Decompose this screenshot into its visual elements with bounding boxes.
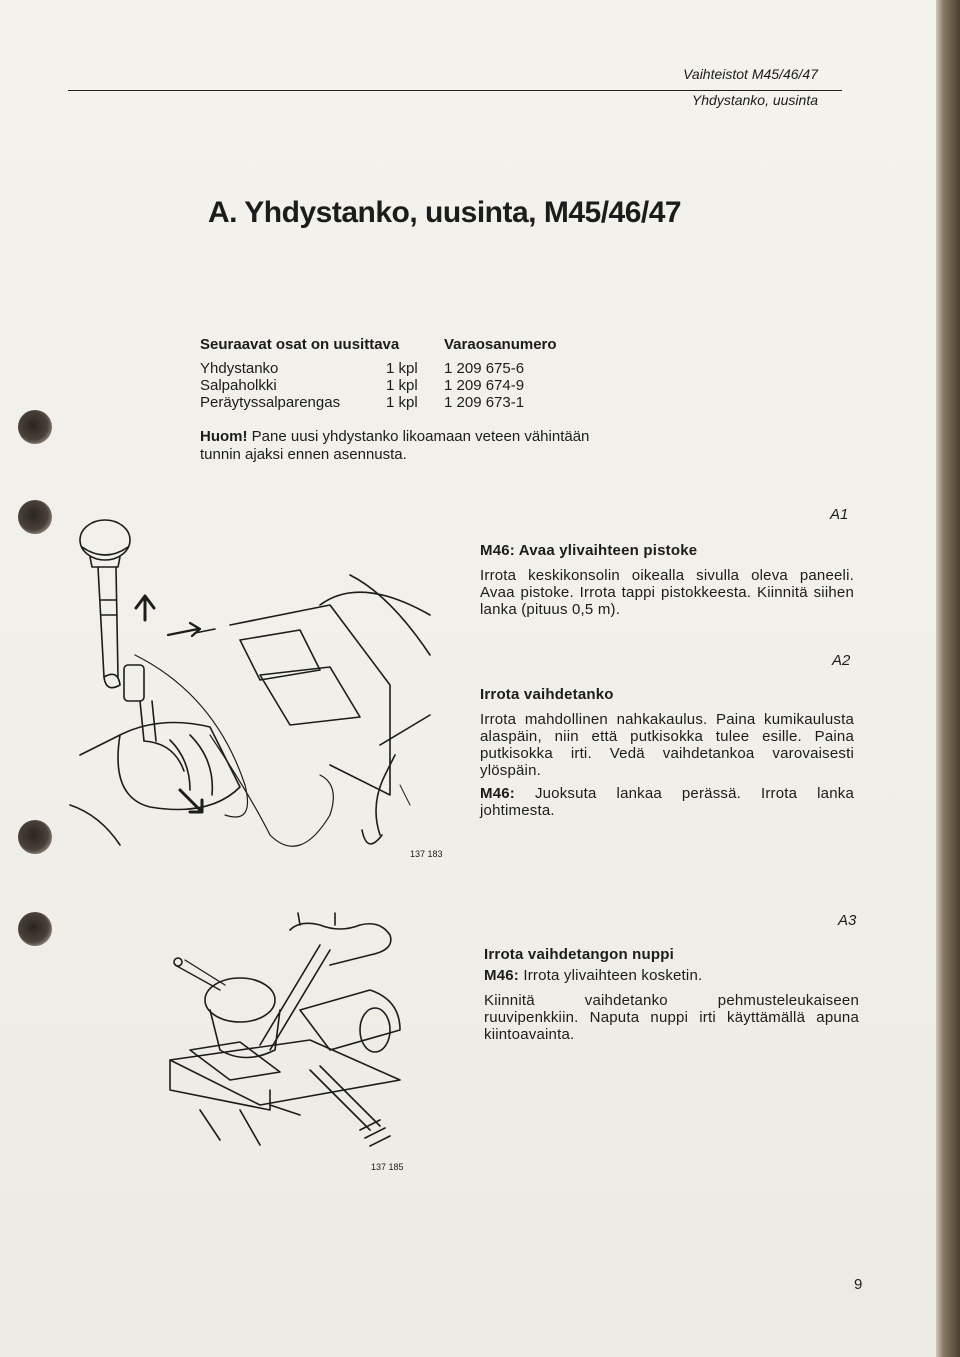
part-qty: 1 kpl — [386, 377, 418, 394]
part-name: Yhdystanko — [200, 360, 279, 377]
figure-number: 137 185 — [371, 1162, 404, 1172]
binder-hole — [18, 820, 52, 854]
knob-removal-illustration — [160, 910, 420, 1160]
binder-hole — [18, 500, 52, 534]
step-tag-a3: A3 — [838, 912, 857, 929]
step-a3-m46-label: M46: — [484, 967, 519, 984]
step-a2 — [480, 686, 854, 825]
header-rule — [68, 90, 842, 91]
step-tag-a1: A1 — [830, 506, 849, 523]
note-label: Huom! — [200, 428, 248, 445]
step-tag-a2: A2 — [832, 652, 851, 669]
step-a2-m46-label: M46: — [480, 785, 515, 802]
part-number: 1 209 673-1 — [444, 394, 525, 411]
number-header: Varaosanumero — [444, 336, 557, 353]
step-a3-text: Kiinnitä vaihdetanko pehmusteleukaiseen ruuvipenkkiin. Naputa nuppi irti käyttämällä apuna kiintoavainta. — [484, 992, 859, 1043]
step-a2-m46-text: Juoksuta lankaa perässä. Irrota lanka johtimesta. — [480, 785, 854, 819]
page-edge-shadow — [936, 0, 960, 1357]
step-a3-m46 — [484, 967, 859, 984]
step-a3-m46-text: Irrota ylivaihteen kosketin. — [518, 967, 703, 984]
page-number: 9 — [854, 1276, 863, 1293]
step-a2-title: Irrota vaihdetanko — [480, 686, 614, 703]
part-number: 1 209 674-9 — [444, 377, 525, 394]
step-a3 — [484, 946, 859, 1049]
page-title: A. Yhdystanko, uusinta, M45/46/47 — [208, 196, 682, 229]
step-a3-title: Irrota vaihdetangon nuppi — [484, 946, 675, 963]
binder-hole — [18, 410, 52, 444]
header-topic: Yhdystanko, uusinta — [691, 92, 818, 108]
step-a2-text: Irrota mahdollinen nahkakaulus. Paina kumikaulusta alaspäin, niin että putkisokka tulee esille. Paina putkisokka irti. Vedä vaihdetankoa varovaisesti ylöspäin. — [480, 711, 854, 779]
part-qty: 1 kpl — [386, 394, 418, 411]
binder-hole — [18, 912, 52, 946]
gear-lever-illustration — [60, 505, 450, 865]
parts-header: Seuraavat osat on uusittava — [200, 336, 400, 353]
step-a1-title: M46: Avaa ylivaihteen pistoke — [480, 542, 698, 559]
part-qty: 1 kpl — [386, 360, 418, 377]
note-text: Pane uusi yhdystanko likoamaan veteen vähintään tunnin ajaksi ennen asennusta. — [200, 428, 590, 463]
step-a1-text: Irrota keskikonsolin oikealla sivulla oleva paneeli. Avaa pistoke. Irrota tappi pistokkeesta. Kiinnitä siihen lanka (pituus 0,5 m). — [480, 567, 854, 618]
step-a2-m46 — [480, 785, 854, 819]
part-name: Peräytyssalparengas — [200, 394, 341, 411]
header-chapter: Vaihteistot M45/46/47 — [683, 66, 818, 82]
figure-number: 137 183 — [410, 849, 443, 859]
part-number: 1 209 675-6 — [444, 360, 525, 377]
note — [200, 428, 630, 464]
step-a1 — [480, 542, 854, 624]
part-name: Salpaholkki — [200, 377, 277, 394]
